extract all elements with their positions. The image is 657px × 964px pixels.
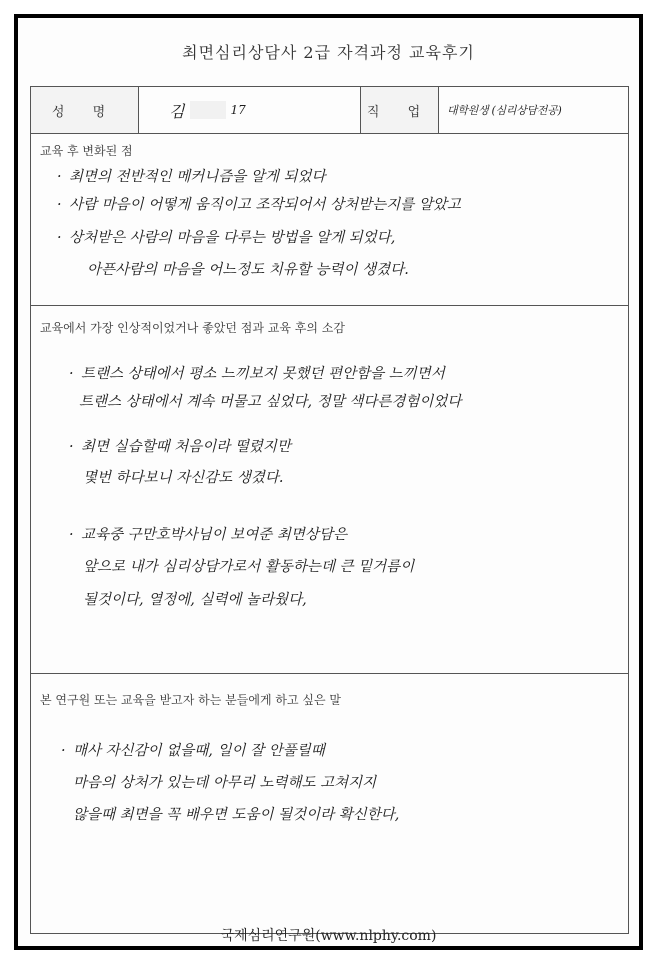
name-partial: 17 [230,103,246,117]
handwritten-line: 몇번 하다보니 자신감도 생겼다. [83,470,284,486]
job-cell [439,87,628,133]
section-heading: 본 연구원 또는 교육을 받고자 하는 분들에게 하고 싶은 말 [40,693,341,707]
section-changes [31,134,628,306]
job-label: 직 업 [361,87,439,133]
name-value: 김 [169,101,185,121]
handwritten-line: · 상처받은 사람의 마음을 다루는 방법을 알게 되었다, [57,230,396,246]
name-cell [139,87,361,133]
handwritten-line: 마음의 상처가 있는데 아무리 노력해도 고쳐지지 [73,775,377,791]
institute-footer: 국제심리연구원(www.nlphy.com) [220,928,437,944]
handwritten-line: · 사람 마음이 어떻게 움직이고 조작되어서 상처받는지를 알았고 [57,197,461,213]
page-title: 최면심리상담사 2급 자격과정 교육후기 [182,43,475,62]
handwritten-line: 앞으로 내가 심리상담가로서 활동하는데 큰 밑거름이 [83,559,415,575]
section-heading: 교육 후 변화된 점 [40,144,133,158]
section-message [31,674,628,933]
handwritten-line: 될것이다, 열정에, 실력에 놀라웠다, [83,592,307,608]
handwritten-line: 않을때 최면을 꼭 배우면 도움이 될것이라 확신한다, [73,807,400,823]
handwritten-line: · 트랜스 상태에서 평소 느끼보지 못했던 편안함을 느끼면서 [69,366,445,382]
name-redaction [190,101,226,119]
review-sheet [18,18,639,946]
handwritten-line: 트랜스 상태에서 계속 머물고 싶었다, 정말 색다른경험이었다 [79,394,462,410]
review-form [30,86,629,934]
section-impressions [31,306,628,674]
handwritten-line: 아픈사람의 마음을 어느정도 치유할 능력이 생겼다. [87,262,409,278]
handwritten-line: · 최면의 전반적인 메커니즘을 알게 되었다 [57,169,326,185]
info-row [31,87,628,134]
handwritten-line: · 교육중 구만호박사님이 보여준 최면상담은 [69,527,347,543]
job-value: 대학원생 (심리상담전공) [447,104,562,117]
section-heading: 교육에서 가장 인상적이었거나 좋았던 점과 교육 후의 소감 [40,321,345,335]
name-label: 성 명 [31,87,139,133]
handwritten-line: · 최면 실습할때 처음이라 떨렸지만 [69,439,291,455]
handwritten-line: · 매사 자신감이 없을때, 일이 잘 안풀릴때 [61,743,325,759]
page-frame [14,14,643,950]
